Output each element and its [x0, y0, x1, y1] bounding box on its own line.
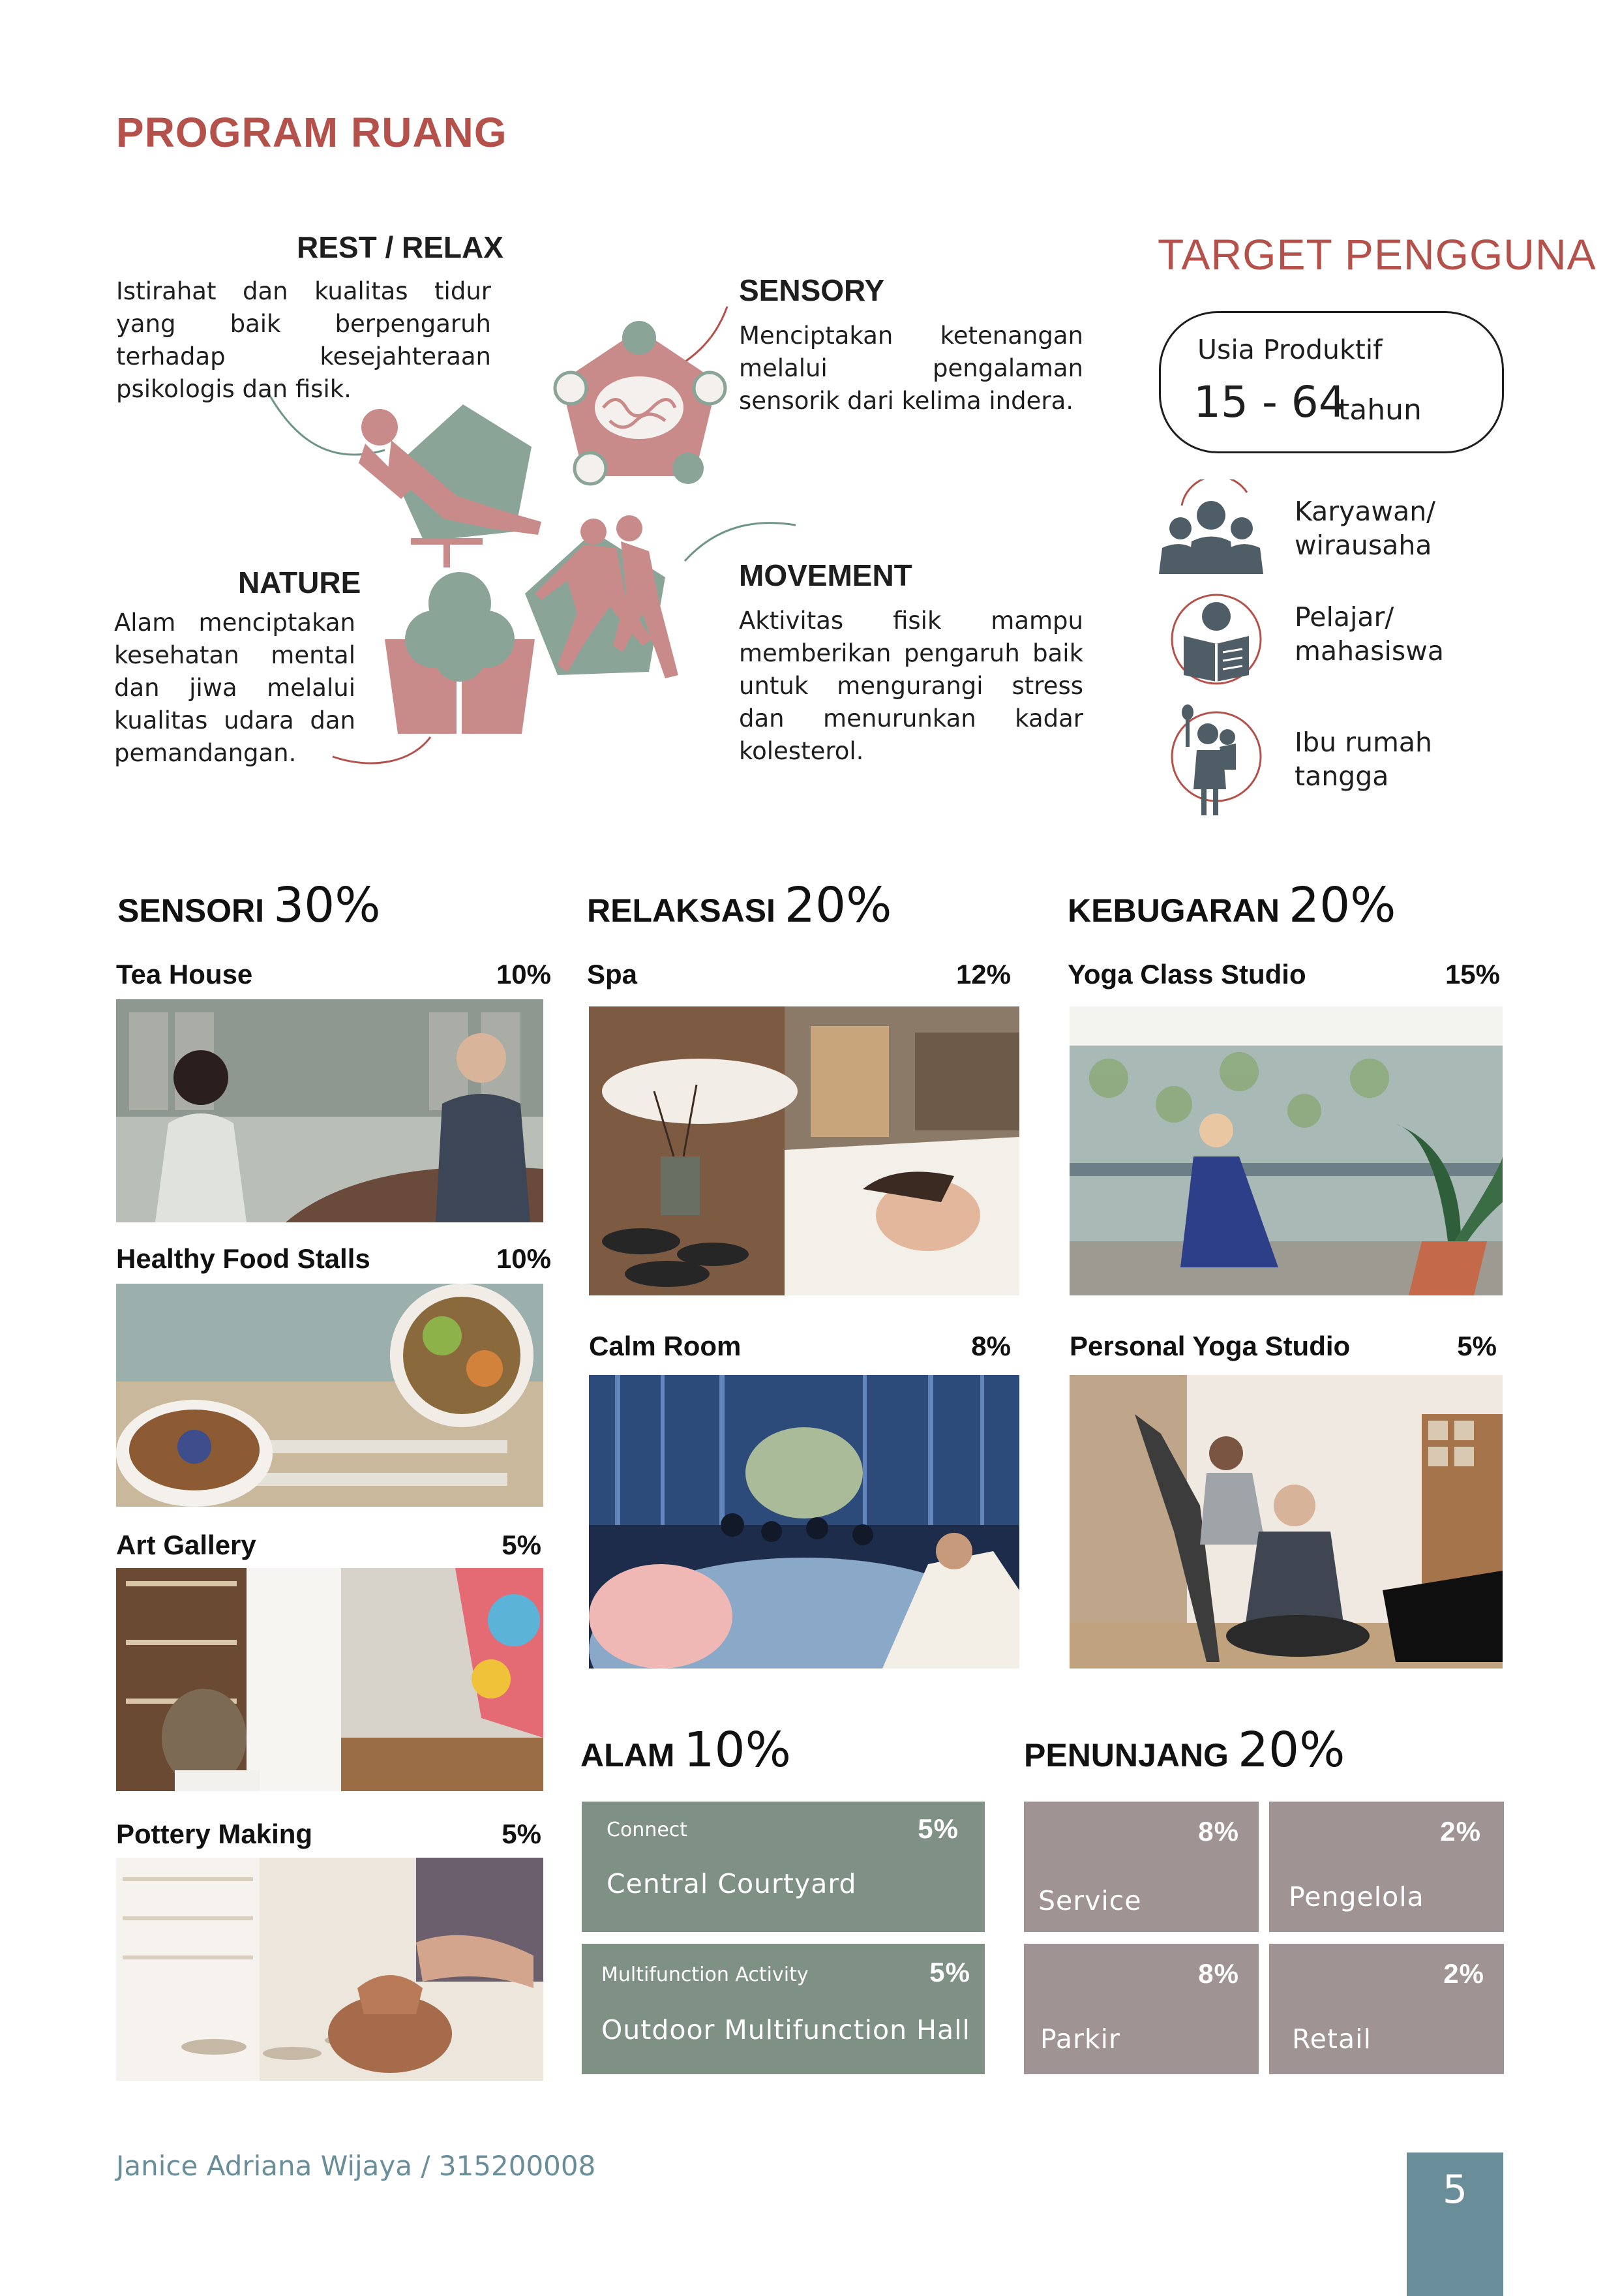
nature-text: Alam menciptakan kesehatan mental dan jiwa melalui kualitas udara dan pemandangan. — [114, 609, 355, 767]
item-art-gallery-pct: 5% — [502, 1530, 541, 1560]
touch-icon — [672, 453, 704, 484]
section-relaksasi-heading: RELAKSASI 20% — [587, 877, 892, 933]
page-number: 5 — [1442, 2167, 1468, 2213]
section-kebugaran-heading: KEBUGARAN 20% — [1068, 877, 1396, 933]
yoga-class-photo — [1070, 1006, 1503, 1295]
item-calm-room-name: Calm Room — [589, 1331, 742, 1361]
age-range: 15 - 64 — [1193, 377, 1346, 427]
housewife-icon — [1167, 704, 1265, 819]
section-alam-heading: ALAM 10% — [580, 1722, 791, 1778]
art-gallery-photo — [116, 1568, 543, 1791]
item-spa-name: Spa — [587, 959, 638, 989]
tile-parkir: 8% Parkir — [1024, 1944, 1259, 2074]
taste-icon — [622, 321, 656, 355]
sensory-title: SENSORY — [739, 273, 885, 307]
page-title: PROGRAM RUANG — [116, 109, 507, 156]
healthy-food-photo — [116, 1284, 543, 1507]
nature-title: NATURE — [238, 566, 361, 599]
user-student: Pelajar/ mahasiswa — [1295, 601, 1444, 667]
item-art-gallery-name: Art Gallery — [116, 1530, 256, 1560]
tile-retail: 2% Retail — [1269, 1944, 1504, 2074]
item-personal-yoga-name: Personal Yoga Studio — [1070, 1331, 1351, 1361]
movement-text: Aktivitas fisik mampu memberikan pengaruh baik untuk mengurangi stress dan menurunkan kadar kolesterol. — [739, 607, 1083, 765]
item-healthy-food-name: Healthy Food Stalls — [116, 1243, 370, 1274]
brain-icon — [595, 376, 683, 439]
pottery-photo — [116, 1858, 543, 2081]
item-tea-house-pct: 10% — [496, 959, 551, 989]
calm-room-photo — [589, 1375, 1019, 1669]
student-reading-icon — [1167, 590, 1265, 688]
rest-text: Istirahat dan kualitas tidur yang baik berpengaruh terhadap kesejahteraan psikologis dan fisik. — [116, 277, 491, 403]
age-label: Usia Produktif — [1197, 334, 1383, 365]
spa-photo — [589, 1006, 1019, 1295]
nose-icon — [694, 372, 725, 404]
item-healthy-food-pct: 10% — [496, 1243, 551, 1274]
user-employee: Karyawan/ wirausaha — [1295, 496, 1435, 561]
section-penunjang-heading: PENUNJANG 20% — [1024, 1722, 1345, 1778]
section-sensori-heading: SENSORI 30% — [117, 877, 381, 933]
movement-title: MOVEMENT — [739, 558, 912, 592]
tea-house-photo — [116, 999, 543, 1222]
tile-service: 8% Service — [1024, 1802, 1259, 1932]
item-pottery-pct: 5% — [502, 1819, 541, 1849]
footer-author: Janice Adriana Wijaya / 315200008 — [116, 2150, 596, 2182]
group-people-icon — [1156, 479, 1267, 577]
item-calm-room-pct: 8% — [971, 1331, 1011, 1361]
item-pottery-name: Pottery Making — [116, 1819, 313, 1849]
target-title: TARGET PENGGUNA — [1158, 230, 1597, 279]
age-unit: tahun — [1338, 393, 1422, 427]
tile-central-courtyard: Connect 5% Central Courtyard — [582, 1802, 985, 1932]
user-housewife: Ibu rumah tangga — [1295, 727, 1433, 792]
item-spa-pct: 12% — [955, 959, 1011, 989]
item-yoga-class-pct: 15% — [1445, 959, 1500, 989]
eye-icon — [575, 453, 606, 484]
item-tea-house-name: Tea House — [116, 959, 253, 989]
rest-title: REST / RELAX — [297, 230, 503, 264]
personal-yoga-photo — [1070, 1375, 1503, 1669]
item-yoga-class-name: Yoga Class Studio — [1068, 959, 1306, 989]
ear-icon — [555, 372, 586, 404]
tile-outdoor-hall: Multifunction Activity 5% Outdoor Multifunction Hall — [582, 1944, 985, 2074]
sensory-text: Menciptakan ketenangan melalui pengalaman sensorik dari kelima indera. — [739, 322, 1083, 415]
tile-pengelola: 2% Pengelola — [1269, 1802, 1504, 1932]
item-personal-yoga-pct: 5% — [1457, 1331, 1497, 1361]
